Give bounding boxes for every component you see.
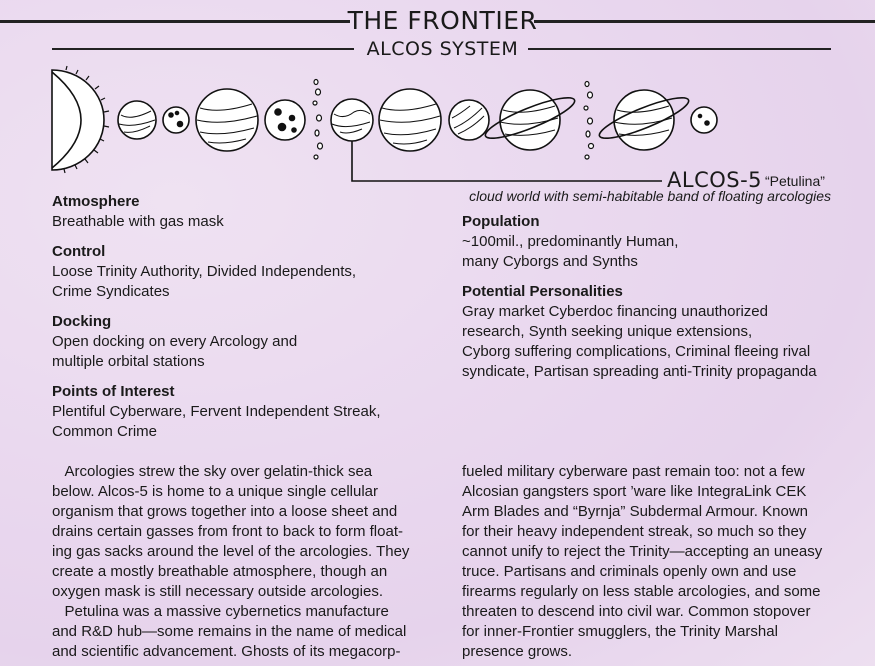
body-line: oxygen mask is still necessary outside arcologies. xyxy=(52,583,383,600)
stat-value: Loose Trinity Authority, Divided Independents, xyxy=(52,263,357,280)
ringed-planet-1-icon xyxy=(482,90,579,150)
planet-name: ALCOS-5 xyxy=(667,168,763,192)
stat-label: Atmosphere xyxy=(52,193,140,210)
planet-tagline: cloud world with semi-habitable band of floating arcologies xyxy=(469,188,831,204)
body-line: create a mostly breathable atmosphere, though an xyxy=(52,563,388,580)
body-line: truce. Partisans and criminals openly own and use xyxy=(462,563,797,580)
stat-value: ~100mil., predominantly Human, xyxy=(462,233,679,250)
stat-value: Breathable with gas mask xyxy=(52,213,224,230)
page-subtitle: ALCOS SYSTEM xyxy=(366,38,519,60)
planet-2-icon xyxy=(163,107,189,133)
body-column-right xyxy=(462,462,842,662)
stat-value: Common Crime xyxy=(52,423,158,440)
stat-docking xyxy=(52,312,297,372)
body-line: Arm Blades and “Byrnja” Subdermal Armour. Known xyxy=(462,503,808,520)
planet-3-icon xyxy=(196,89,258,151)
stat-control xyxy=(52,242,356,302)
planet-nickname: “Petulina” xyxy=(765,173,825,189)
stat-potential-personalities xyxy=(462,282,817,382)
body-line: and R&D hub—some remains in the name of medical xyxy=(52,623,407,640)
ringed-planet-2-icon xyxy=(596,90,693,150)
body-line: for their heavy independent streak, so much so they xyxy=(462,523,807,540)
planet-1-icon xyxy=(118,101,156,139)
body-line: firearms regularly on less stable arcologies, and some xyxy=(462,583,821,600)
planet-5-icon xyxy=(331,99,373,141)
planet-8-icon xyxy=(691,107,717,133)
stat-points-of-interest xyxy=(52,382,381,442)
body-line: organism that grows together into a loose sheet and xyxy=(52,503,398,520)
stat-value: Cyborg suffering complications, Criminal fleeing rival xyxy=(462,343,811,360)
asteroid-belt-2-icon xyxy=(584,82,594,160)
stat-label: Points of Interest xyxy=(52,383,175,400)
stat-value: Plentiful Cyberware, Fervent Independent Streak, xyxy=(52,403,381,420)
stat-value: Open docking on every Arcology and xyxy=(52,333,298,350)
stat-atmosphere xyxy=(52,192,224,232)
body-line: Alcosian gangsters sport ’ware like IntegraLink CEK xyxy=(462,483,807,500)
stat-population xyxy=(462,212,678,272)
body-line: for inner-Frontier smugglers, the Trinity Marshal xyxy=(462,623,778,640)
stat-value: multiple orbital stations xyxy=(52,353,205,370)
planet-4-icon xyxy=(265,100,305,140)
body-line: Petulina was a massive cybernetics manufacture xyxy=(52,603,389,620)
body-line: threaten to descend into civil war. Common stopover xyxy=(462,603,811,620)
body-line: presence grows. xyxy=(462,643,573,660)
stat-value: research, Synth seeking unique extensions, xyxy=(462,323,753,340)
body-column-left xyxy=(52,462,424,662)
stat-label: Control xyxy=(52,243,106,260)
body-line: below. Alcos-5 is home to a unique single cellular xyxy=(52,483,379,500)
body-line: ing gas sacks around the level of the arcologies. They xyxy=(52,543,410,560)
body-line: cannot unify to reject the Trinity—accepting an uneasy xyxy=(462,543,823,560)
body-line: fueled military cyberware past remain too: not a few xyxy=(462,463,805,480)
asteroid-belt-1-icon xyxy=(313,80,323,160)
body-line: drains certain gasses from front to back to form float- xyxy=(52,523,403,540)
body-line: Arcologies strew the sky over gelatin-thick sea xyxy=(52,463,373,480)
stat-label: Population xyxy=(462,213,540,230)
stat-label: Docking xyxy=(52,313,112,330)
stat-value: Gray market Cyberdoc financing unauthorized xyxy=(462,303,768,320)
stat-label: Potential Personalities xyxy=(462,283,623,300)
body-line: and scientific advancement. Ghosts of its megacorp- xyxy=(52,643,401,660)
planet-7-icon xyxy=(449,100,489,140)
stat-value: syndicate, Partisan spreading anti-Trinity propaganda xyxy=(462,363,817,380)
stat-value: Crime Syndicates xyxy=(52,283,170,300)
planet-6-icon xyxy=(379,89,441,151)
stat-value: many Cyborgs and Synths xyxy=(462,253,638,270)
page-title: THE FRONTIER xyxy=(347,6,538,35)
sun-icon xyxy=(52,66,109,173)
